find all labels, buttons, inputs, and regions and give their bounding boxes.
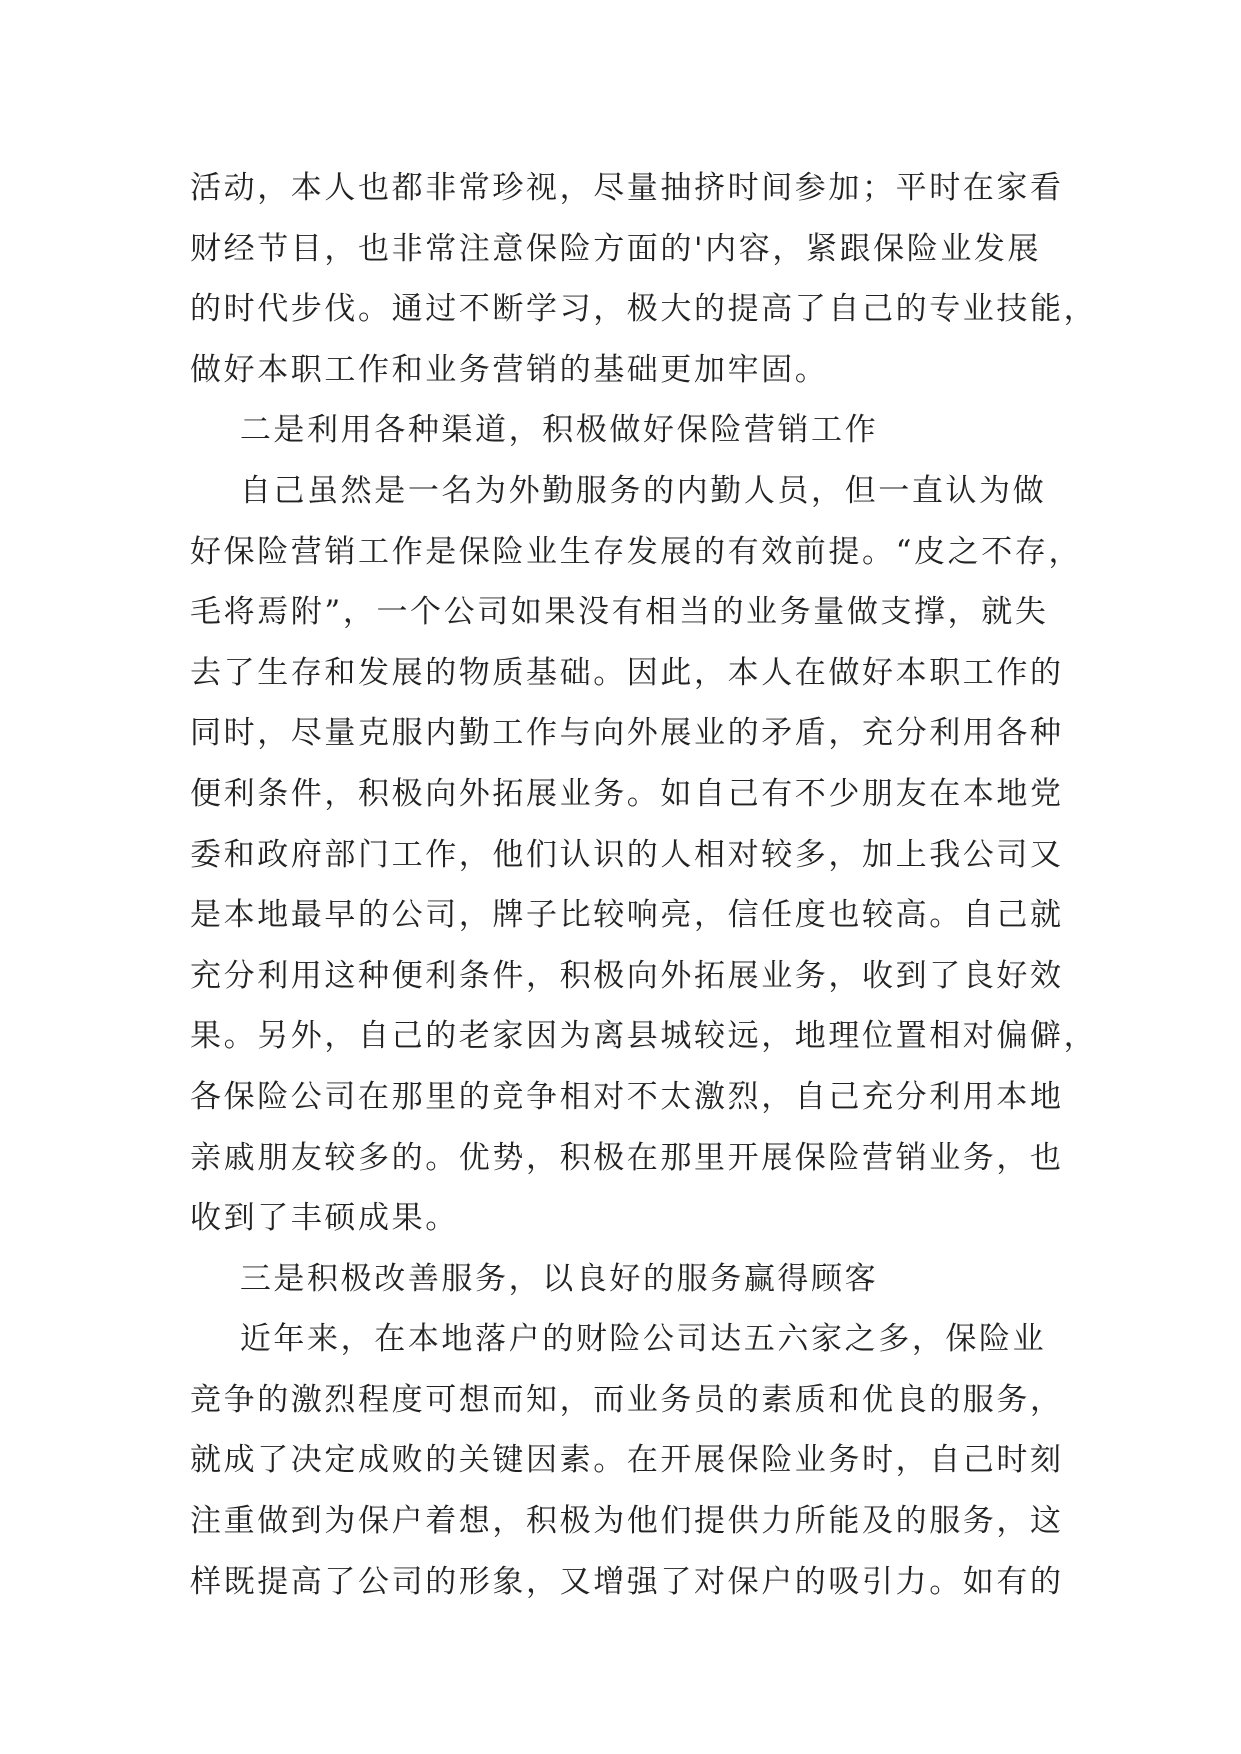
text-line: 注重做到为保户着想，积极为他们提供力所能及的服务，这 (190, 1503, 1064, 1540)
text-line: 就成了决定成败的关键因素。在开展保险业务时，自己时刻 (190, 1442, 1064, 1479)
text-line: 亲戚朋友较多的。优势，积极在那里开展保险营销业务，也 (190, 1139, 1064, 1176)
text-line: 收到了丰硕成果。 (190, 1200, 459, 1237)
text-line: 果。另外，自己的老家因为离县城较远，地理位置相对偏僻， (190, 1018, 1098, 1055)
text-line: 充分利用这种便利条件，积极向外拓展业务，收到了良好效 (190, 957, 1064, 994)
text-line: 是本地最早的公司，牌子比较响亮，信任度也较高。自己就 (190, 897, 1064, 934)
text-line: 各保险公司在那里的竞争相对不太激烈，自己充分利用本地 (190, 1078, 1064, 1115)
text-line: 毛将焉附”，一个公司如果没有相当的业务量做支撑，就失 (190, 594, 1049, 631)
text-line: 便利条件，积极向外拓展业务。如自己有不少朋友在本地党 (190, 775, 1064, 812)
section-heading: 二是利用各种渠道，积极做好保险营销工作 (190, 412, 879, 449)
text-line: 同时，尽量克服内勤工作与向外展业的矛盾，充分利用各种 (190, 715, 1064, 752)
text-line: 做好本职工作和业务营销的基础更加牢固。 (190, 351, 829, 388)
text-line: 活动，本人也都非常珍视，尽量抽挤时间参加；平时在家看 (190, 170, 1064, 206)
text-line: 去了生存和发展的物质基础。因此，本人在做好本职工作的 (190, 654, 1064, 691)
text-line: 样既提高了公司的形象，又增强了对保户的吸引力。如有的 (190, 1563, 1064, 1600)
text-line: 的时代步伐。通过不断学习，极大的提高了自己的专业技能， (190, 291, 1098, 328)
text-line: 财经节目，也非常注意保险方面的'内容，紧跟保险业发展 (190, 230, 1042, 267)
text-line: 竞争的激烈程度可想而知，而业务员的素质和优良的服务， (190, 1381, 1064, 1418)
section-heading: 三是积极改善服务，以良好的服务赢得顾客 (190, 1260, 879, 1297)
text-line: 近年来，在本地落户的财险公司达五六家之多，保险业 (190, 1321, 1047, 1358)
text-line: 好保险营销工作是保险业生存发展的有效前提。“皮之不存， (190, 533, 1083, 570)
body-text (190, 158, 1098, 1612)
text-line: 委和政府部门工作，他们认识的人相对较多，加上我公司又 (190, 836, 1064, 873)
text-line: 自己虽然是一名为外勤服务的内勤人员，但一直认为做 (190, 472, 1047, 509)
